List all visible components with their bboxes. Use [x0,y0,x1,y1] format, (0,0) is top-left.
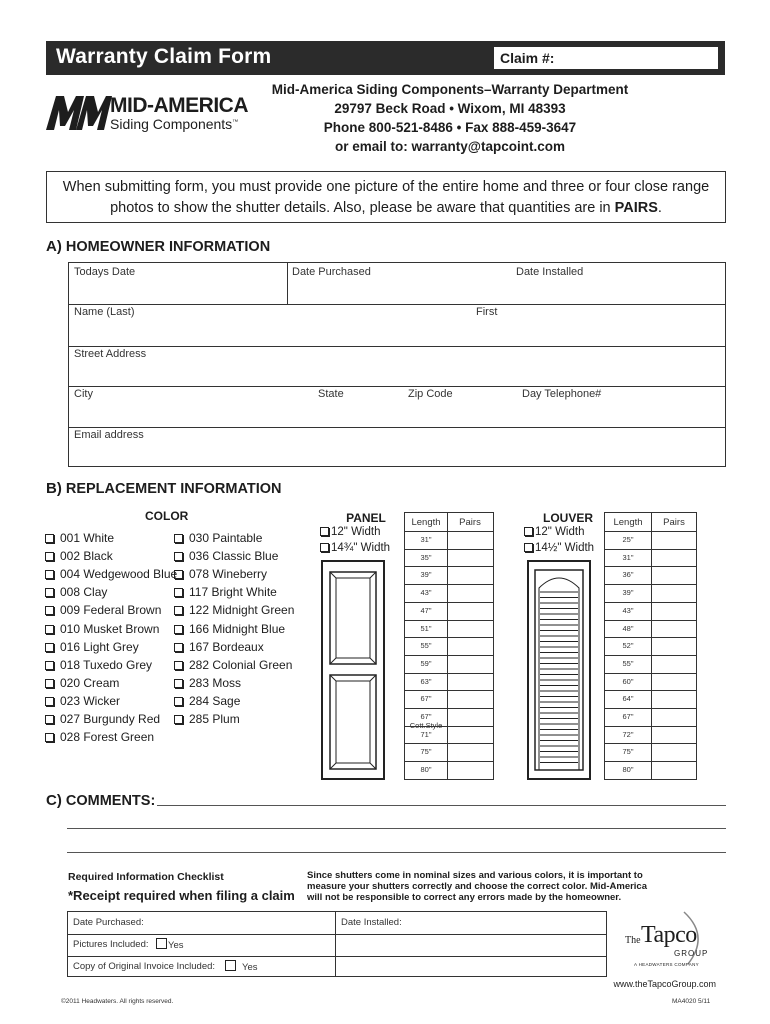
louver-length-header: Length [613,517,643,528]
address-line3: Phone 800-521-8486 • Fax 888-459-3647 [323,120,577,135]
color-option[interactable]: 016 Light Grey [45,640,139,654]
louver-pairs-input[interactable] [652,603,692,619]
checkbox-icon[interactable] [174,643,183,652]
louver-length-cell: 64" [622,694,634,704]
louver-length-cell: 48" [622,623,634,633]
checklist-date-installed[interactable]: Date Installed: [341,917,402,928]
panel-pairs-input[interactable] [448,532,488,548]
checkbox-icon[interactable] [45,661,54,670]
color-option[interactable]: 167 Bordeaux [174,640,264,654]
panel-pairs-input[interactable] [448,621,488,637]
claim-number-field[interactable] [493,46,719,70]
louver-length-cell: 75" [622,747,634,757]
sizing-disclaimer: Since shutters come in nominal sizes and various colors, it is important to measure your shutters correctly and choose the correct color. Mid-America will not be responsible to correct any errors made by the homeowner. [307,870,648,903]
first-name-field[interactable]: First [476,306,498,318]
checkbox-icon[interactable] [45,643,54,652]
panel-length-header: Length [411,517,441,528]
address-line2: 29797 Beck Road • Wixom, MI 48393 [334,101,566,116]
panel-length-cell: 75" [420,747,432,757]
checkbox-icon[interactable] [45,588,54,597]
color-option[interactable]: 030 Paintable [174,531,262,545]
panel-length-table [404,512,494,780]
panel-length-cell: 71" [420,729,432,739]
checkbox-icon[interactable] [174,697,183,706]
panel-length-cell: 43" [420,588,432,598]
mid-america-logo [46,96,276,136]
panel-pairs-input[interactable] [448,603,488,619]
color-option[interactable]: 283 Moss [174,676,241,690]
checkbox-icon[interactable] [45,534,54,543]
panel-pairs-input[interactable] [448,709,488,725]
checkbox-icon[interactable] [174,715,183,724]
louver-length-cell: 36" [622,570,634,580]
street-address-field[interactable]: Street Address [74,348,147,360]
panel-pairs-input[interactable] [448,727,488,743]
louver-length-cell: 55" [622,658,634,668]
panel-pairs-input[interactable] [448,585,488,601]
louver-option-12[interactable]: 12" Width [524,526,584,538]
panel-pairs-input[interactable] [448,567,488,583]
checkbox-icon[interactable] [174,606,183,615]
checkbox-icon[interactable] [45,733,54,742]
claim-number-label: Claim #: [500,50,555,66]
checklist-date-purchased[interactable]: Date Purchased: [73,917,144,928]
color-option[interactable]: 117 Bright White [174,585,277,599]
panel-length-cell: 47" [420,605,432,615]
tapco-name: Tapco [641,922,697,948]
color-option[interactable]: 020 Cream [45,676,119,690]
checkbox-icon[interactable] [45,697,54,706]
color-option[interactable]: 166 Midnight Blue [174,622,285,636]
day-telephone-field[interactable]: Day Telephone# [522,388,602,400]
panel-pairs-input[interactable] [448,550,488,566]
invoice-included-label: Copy of Original Invoice Included: [73,961,216,972]
section-a-heading: A) HOMEOWNER INFORMATION [46,238,271,255]
louver-pairs-input[interactable] [652,727,692,743]
checkbox-icon[interactable] [45,570,54,579]
comment-line-3[interactable] [67,852,726,853]
louver-pairs-input[interactable] [652,532,692,548]
city-field[interactable]: City [74,388,93,400]
panel-title: PANEL [346,511,386,525]
color-option[interactable]: 004 Wedgewood Blue [45,567,177,581]
checkbox-icon[interactable] [174,570,183,579]
panel-length-cell: 59" [420,658,432,668]
invoice-yes-checkbox[interactable]: Yes [225,959,258,973]
panel-length-cell: 63" [420,676,432,686]
louver-length-cell: 67" [622,712,634,721]
zip-code-field[interactable]: Zip Code [408,388,453,400]
panel-shutter-icon [321,560,385,780]
date-purchased-field[interactable]: Date Purchased [292,266,371,278]
panel-pairs-input[interactable] [448,744,488,760]
checkbox-icon[interactable] [45,679,54,688]
address-line1: Mid-America Siding Components–Warranty Department [271,82,629,97]
color-option[interactable]: 282 Colonial Green [174,658,292,672]
louver-pairs-input[interactable] [652,621,692,637]
tapco-logo: The Tapco GROUP A HEADWATERS COMPANY [620,908,720,972]
color-option[interactable]: 001 White [45,531,114,545]
checkbox-icon[interactable] [174,661,183,670]
color-heading: COLOR [145,509,189,523]
louver-pairs-header: Pairs [663,517,685,528]
louver-length-cell: 60" [622,676,634,686]
louver-option-14-5[interactable]: 14½" Width [524,542,594,554]
color-option[interactable]: 018 Tuxedo Grey [45,658,152,672]
louver-pairs-input[interactable] [652,567,692,583]
louver-pairs-input[interactable] [652,762,692,778]
state-field[interactable]: State [318,388,344,400]
louver-length-cell: 25" [622,535,634,544]
panel-pairs-input[interactable] [448,691,488,707]
last-name-field[interactable]: Name (Last) [74,306,135,318]
checklist-grid [67,911,607,977]
checkbox-icon[interactable] [45,625,54,634]
color-option[interactable]: 023 Wicker [45,694,120,708]
checklist-heading: Required Information Checklist [68,871,224,883]
color-option[interactable]: 078 Wineberry [174,567,267,581]
louver-length-cell: 39" [622,588,634,598]
email-field[interactable]: Email address [74,429,144,441]
panel-pairs-input[interactable] [448,656,488,672]
panel-pairs-header: Pairs [459,517,481,528]
panel-option-12[interactable]: 12" Width [320,526,380,538]
submission-notice: When submitting form, you must provide one picture of the entire home and three or four close range photos to show the shutter details. Also, please be aware that quantities are in PAIRS. [46,171,726,223]
louver-pairs-input[interactable] [652,550,692,566]
section-b-heading: B) REPLACEMENT INFORMATION [46,480,282,497]
color-option[interactable]: 010 Musket Brown [45,622,159,636]
louver-pairs-input[interactable] [652,585,692,601]
copyright: ©2011 Headwaters. All rights reserved. [61,998,174,1005]
panel-pairs-input[interactable] [448,638,488,654]
checkbox-icon[interactable] [45,715,54,724]
checkbox-icon[interactable] [174,552,183,561]
checkbox-icon[interactable] [174,534,183,543]
panel-length-cell: 31" [420,535,432,544]
panel-length-cell: 55" [420,641,432,651]
checkbox-icon[interactable] [45,552,54,561]
todays-date-field[interactable]: Todays Date [74,266,136,278]
checkbox-icon[interactable] [174,679,183,688]
checkbox-icon[interactable] [174,625,183,634]
louver-length-cell: 72" [622,729,634,739]
color-option[interactable]: 122 Midnight Green [174,603,294,617]
checkbox-icon[interactable] [174,588,183,597]
tapco-website[interactable]: www.theTapcoGroup.com [613,979,716,989]
color-option[interactable]: 036 Classic Blue [174,549,278,563]
pictures-yes-checkbox[interactable]: Yes [156,937,184,951]
panel-pairs-input[interactable] [448,762,488,778]
cott-style-label: Cott.Style [409,721,443,730]
form-title: Warranty Claim Form [56,45,272,68]
color-option[interactable]: 009 Federal Brown [45,603,161,617]
comment-line-2[interactable] [67,828,726,829]
pairs-emphasis: PAIRS [614,200,658,216]
panel-pairs-input[interactable] [448,674,488,690]
louver-length-cell: 43" [622,605,634,615]
checkbox-icon[interactable] [45,606,54,615]
receipt-required: *Receipt required when filing a claim [68,888,295,903]
panel-length-cell: 39" [420,570,432,580]
section-c-heading: C) COMMENTS: [46,792,156,809]
panel-length-cell: 67" [420,694,432,704]
louver-title: LOUVER [542,511,593,525]
louver-pairs-input[interactable] [652,709,692,725]
logo-line2: Siding Components™ [110,116,239,132]
logo-line1: MID-AMERICA [110,94,248,117]
louver-length-cell: 31" [622,552,634,562]
color-option[interactable]: 027 Burgundy Red [45,712,160,726]
panel-option-14-75[interactable]: 14¾" Width [320,542,390,554]
louver-length-cell: 52" [622,641,634,651]
color-option[interactable]: 284 Sage [174,694,240,708]
panel-length-cell: 80" [420,765,432,775]
color-option[interactable]: 285 Plum [174,712,240,726]
louver-pairs-input[interactable] [652,674,692,690]
title-bar [46,41,725,75]
louver-pairs-input[interactable] [652,691,692,707]
pictures-included-label: Pictures Included: [73,939,149,950]
date-installed-field[interactable]: Date Installed [516,266,584,278]
louver-shutter-icon [527,560,591,780]
louver-pairs-input[interactable] [652,638,692,654]
louver-pairs-input[interactable] [652,656,692,672]
panel-length-cell: 35" [420,552,432,562]
louver-length-table [604,512,697,780]
panel-length-cell: 67" [420,712,432,721]
form-code: MA4020 5/11 [672,998,711,1005]
color-option[interactable]: 002 Black [45,549,113,563]
louver-length-cell: 80" [622,765,634,775]
panel-length-cell: 51" [420,623,432,633]
homeowner-grid [68,262,726,467]
ma-logo-icon [46,96,112,130]
address-line4: or email to: warranty@tapcoint.com [335,139,565,154]
comment-line-1[interactable] [157,805,726,806]
color-option[interactable]: 028 Forest Green [45,730,154,744]
louver-pairs-input[interactable] [652,744,692,760]
color-option[interactable]: 008 Clay [45,585,107,599]
